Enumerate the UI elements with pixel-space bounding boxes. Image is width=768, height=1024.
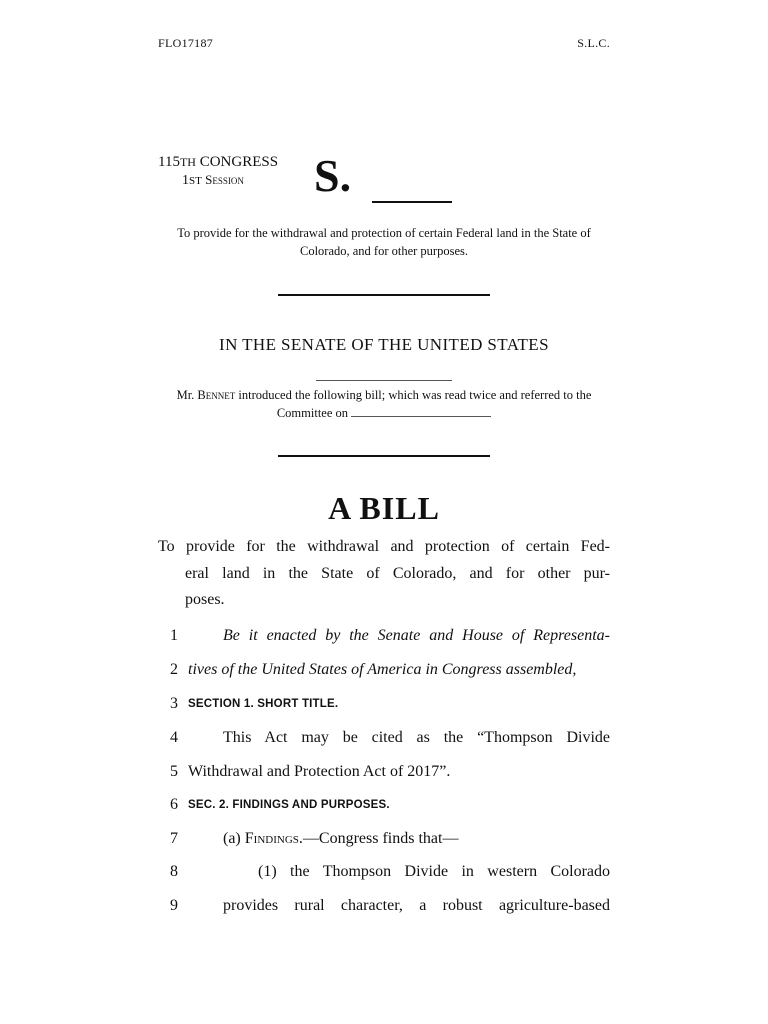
line-number: 3	[170, 695, 178, 712]
line-number: 1	[170, 627, 178, 644]
office-code: S.L.C.	[577, 36, 610, 50]
paragraph-line: (1) the Thompson Divide in western Colorado	[258, 863, 610, 880]
paragraph-line: provides rural character, a robust agriculture-based	[223, 897, 610, 914]
long-title-line: eral land in the State of Colorado, and for other pur-	[185, 564, 610, 582]
subsection-text: .—Congress finds that—	[298, 830, 459, 847]
purpose-summary	[0, 224, 768, 260]
subsection-marker: (a)	[223, 830, 241, 847]
long-title-line: To provide for the withdrawal and protection of certain Fed-	[158, 538, 610, 555]
subsection-label: Findings	[244, 830, 299, 847]
long-title	[158, 534, 610, 614]
line-number: 9	[170, 897, 178, 914]
document-code: FLO17187	[158, 36, 214, 50]
congress-suffix: TH	[179, 155, 196, 169]
bill-number-blank	[372, 201, 452, 203]
introduction	[150, 386, 618, 422]
line-number: 6	[170, 796, 178, 813]
session-label	[182, 172, 244, 189]
line-number: 2	[170, 661, 178, 678]
line-number: 7	[170, 830, 178, 847]
sponsor-name: Bennet	[197, 388, 236, 402]
enacting-clause-line: Be it enacted by the Senate and House of Representa-	[223, 627, 610, 644]
thin-divider	[316, 380, 452, 381]
section-heading: SECTION 1. SHORT TITLE.	[188, 698, 339, 710]
long-title-line: poses.	[185, 591, 225, 608]
congress-number: 115	[158, 154, 180, 170]
line-number: 4	[170, 729, 178, 746]
congress-word: CONGRESS	[199, 154, 279, 170]
section-text-line: Withdrawal and Protection Act of 2017”.	[188, 763, 451, 780]
session-word: Session	[205, 172, 244, 187]
line-number: 8	[170, 863, 178, 880]
divider	[278, 455, 490, 457]
enacting-clause-line: tives of the United States of America in Congress assembled,	[188, 661, 577, 678]
congress-label	[158, 154, 278, 171]
line-number: 5	[170, 763, 178, 780]
section-heading: SEC. 2. FINDINGS AND PURPOSES.	[188, 799, 390, 811]
sponsor-title: Mr.	[176, 388, 195, 402]
session-suffix: ST	[189, 175, 202, 187]
introduction-text: introduced the following bill; which was read twice and referred to the Committee on	[238, 388, 592, 420]
session-number: 1	[182, 173, 189, 188]
subsection-line	[223, 830, 610, 848]
senate-heading: IN THE SENATE OF THE UNITED STATES	[219, 335, 549, 354]
section-text-line: This Act may be cited as the “Thompson Divide	[223, 729, 610, 746]
committee-blank	[351, 405, 491, 417]
bill-prefix: S.	[314, 150, 352, 201]
bill-heading: A BILL	[328, 490, 440, 526]
purpose-summary-text: To provide for the withdrawal and protection of certain Federal land in the State of Colorado, and for other purposes.	[177, 226, 591, 258]
divider	[278, 294, 490, 296]
